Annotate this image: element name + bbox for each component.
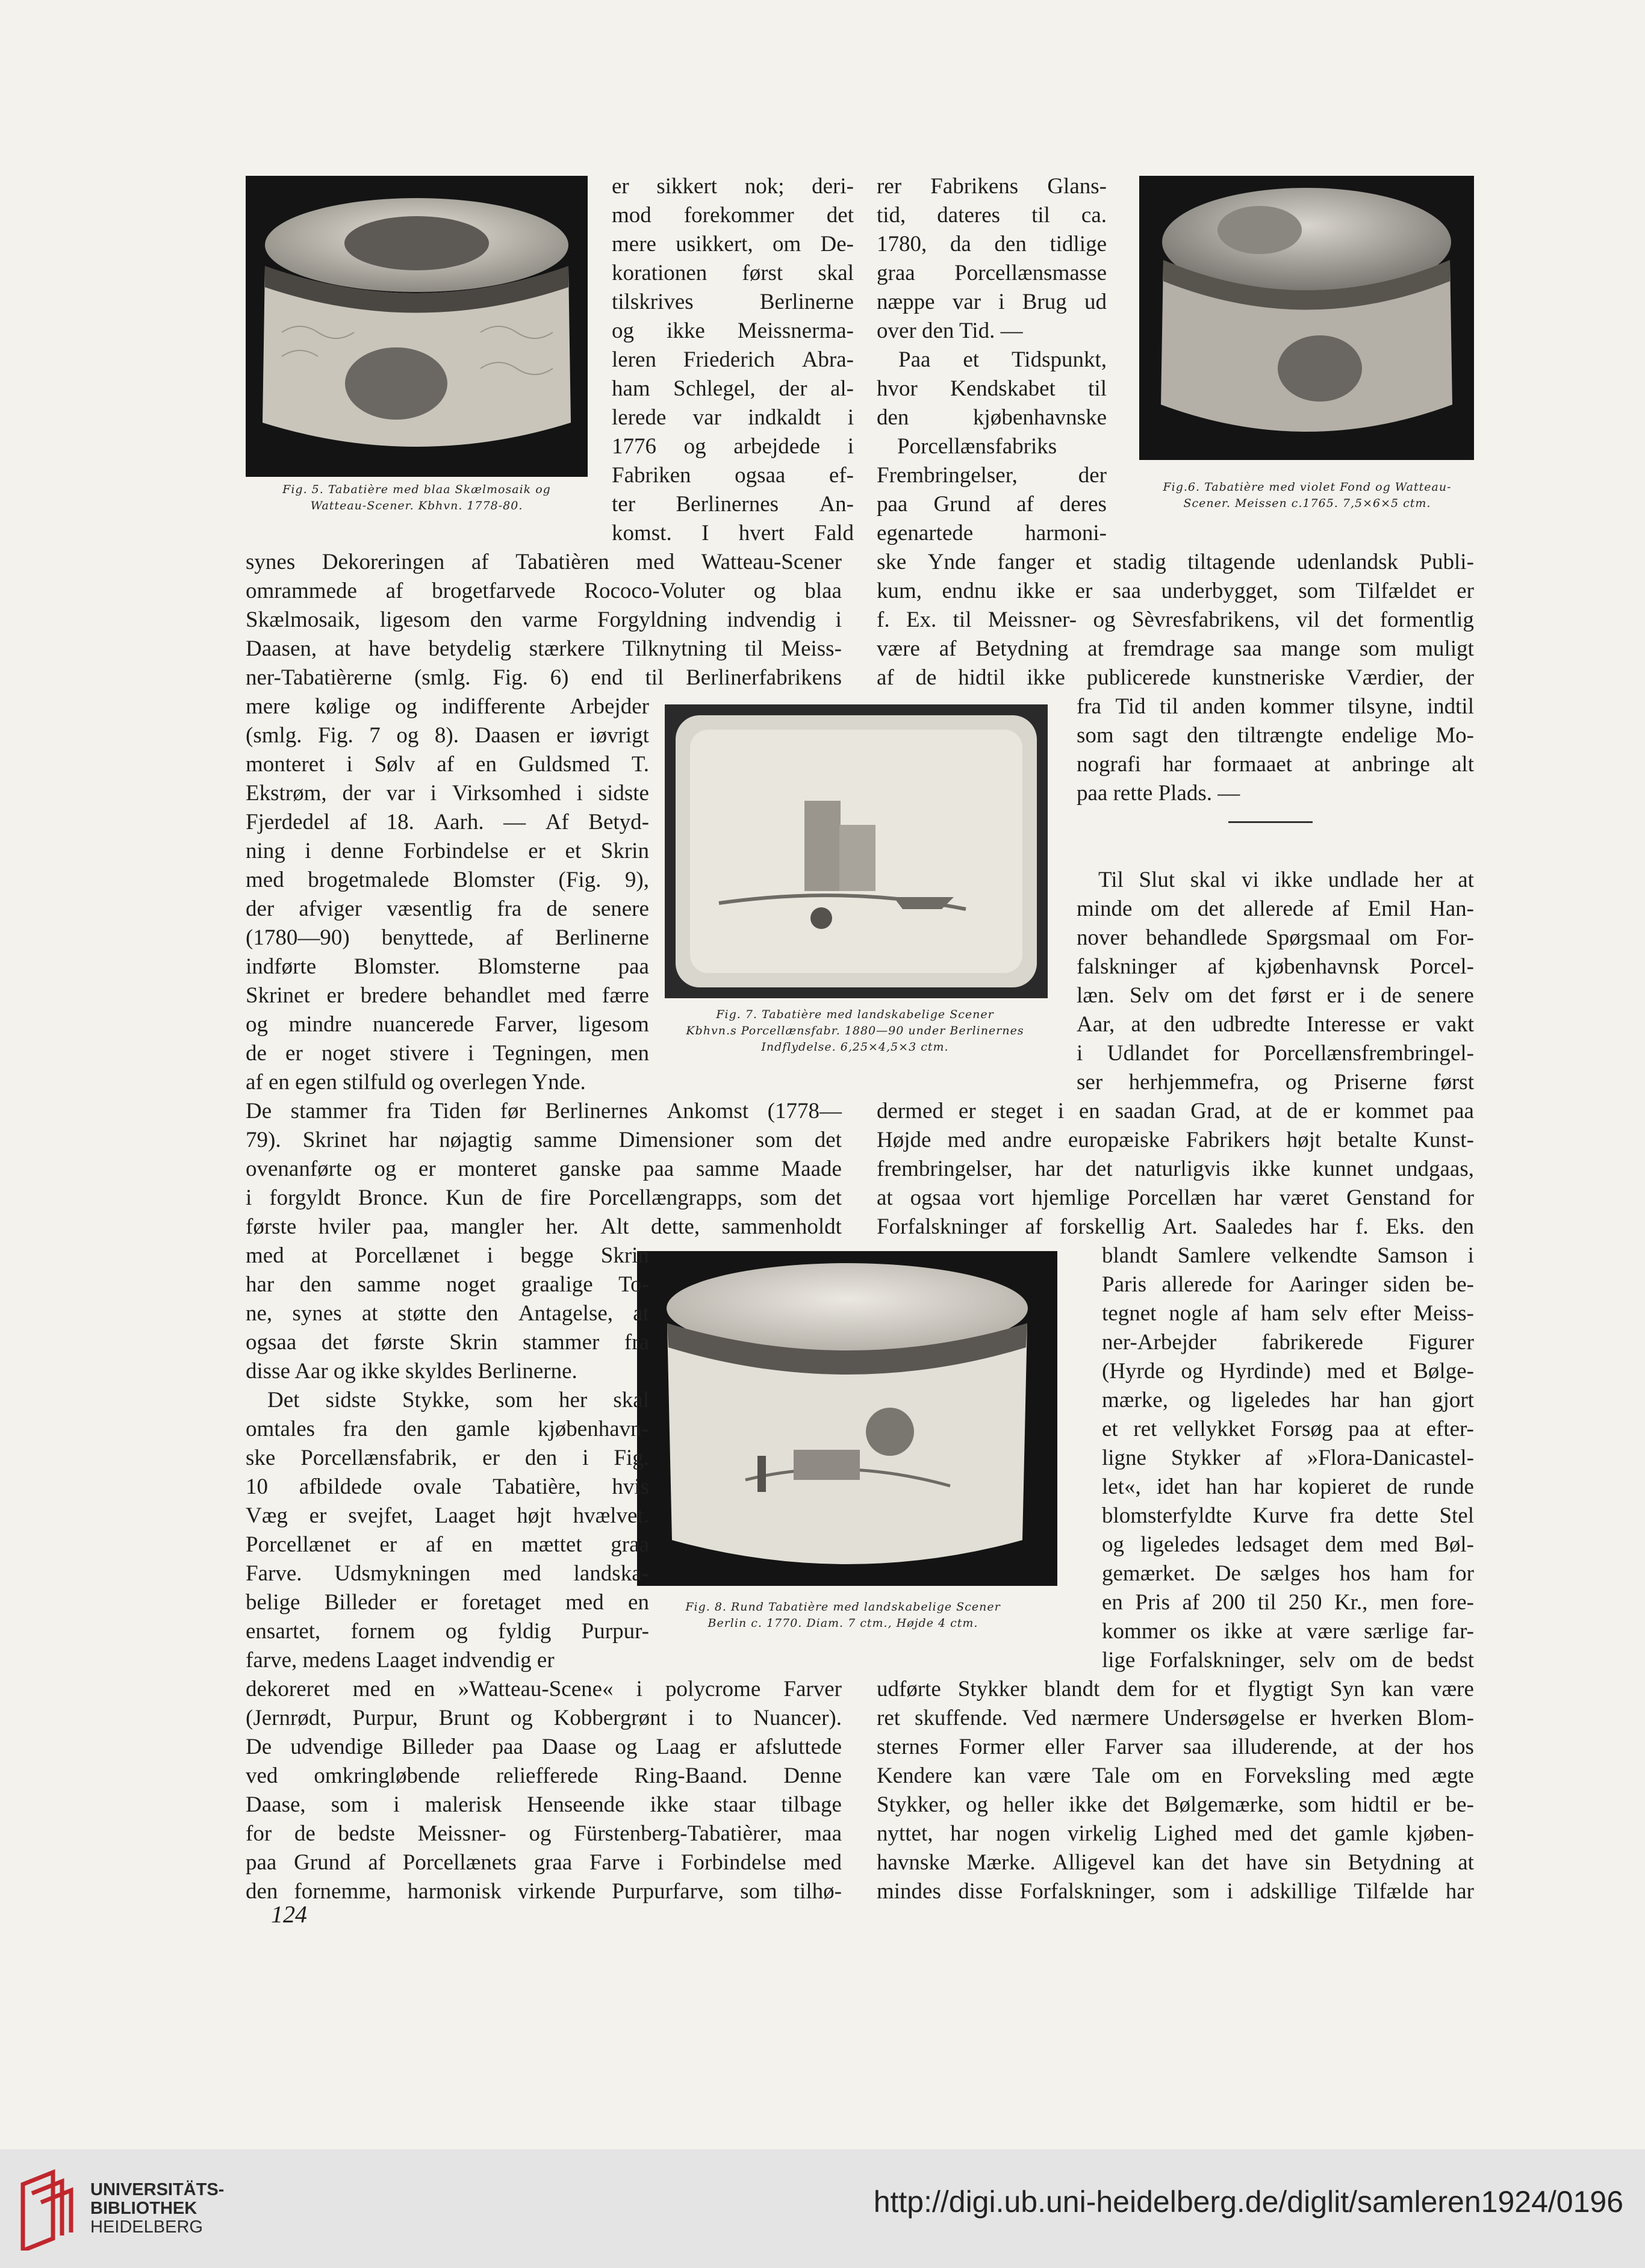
text-line: ved omkringløbende reliefferede Ring-Baand. Denne bbox=[246, 1763, 842, 1788]
text-line: ske Ynde fanger et stadig tiltagende udenlandsk Publi- bbox=[877, 550, 1474, 574]
text-line: graa Porcellænsmasse bbox=[877, 261, 1107, 285]
text-line: farve, medens Laaget indvendig er bbox=[246, 1648, 555, 1673]
snuffbox-violet-meissen-photo bbox=[1139, 176, 1474, 460]
text-line: Stykker, og heller ikke det Bølgemærke, som hidtil er be- bbox=[877, 1792, 1474, 1817]
text-line: ter Berlinernes An- bbox=[612, 492, 854, 517]
text-line: ogsaa det første Skrin stammer fra bbox=[246, 1330, 649, 1355]
footer-bar bbox=[0, 2149, 1645, 2268]
text-line: et ret vellykket Forsøg paa at efter- bbox=[1102, 1417, 1474, 1441]
text-line: Aar, at den udbredte Interesse er vakt bbox=[1077, 1012, 1474, 1037]
text-line: nover behandlede Spørgsmaal om For- bbox=[1077, 925, 1474, 950]
snuffbox-scale-mosaic-photo bbox=[246, 176, 588, 477]
text-line: let«, idet han har kopieret de runde bbox=[1102, 1474, 1474, 1499]
text-line: dermed er steget i en saadan Grad, at de er kommet paa bbox=[877, 1099, 1474, 1123]
text-line: rer Fabrikens Glans- bbox=[877, 174, 1107, 199]
text-line: med at Porcellænet i begge Skrin bbox=[246, 1243, 649, 1268]
text-line: ner-Tabatièrerne (smlg. Fig. 6) end til Berlinerfabrikens bbox=[246, 665, 842, 690]
text-line: De udvendige Billeder paa Daase og Laag er afsluttede bbox=[246, 1735, 842, 1759]
text-line: Skælmosaik, ligesom den varme Forgyldning indvendig i bbox=[246, 607, 842, 632]
text-line: den kjøbenhavnske bbox=[877, 405, 1107, 430]
text-line: tid, dateres til ca. bbox=[877, 203, 1107, 228]
text-line: første hviler paa, mangler her. Alt dette, sammenholdt bbox=[246, 1214, 842, 1239]
text-line: fra Tid til anden kommer tilsyne, indtil bbox=[1077, 694, 1474, 719]
text-line: nografi har formaaet at anbringe alt bbox=[1077, 752, 1474, 777]
text-line: monteret i Sølv af en Guldsmed T. bbox=[246, 752, 649, 777]
text-line: Frembringelser, der bbox=[877, 463, 1107, 488]
text-line: Væg er svejfet, Laaget højt hvælvet. bbox=[246, 1503, 649, 1528]
text-line: ner-Arbejder fabrikerede Figurer bbox=[1102, 1330, 1474, 1355]
figure-8-image bbox=[637, 1251, 1057, 1586]
text-line: falskninger af kjøbenhavnsk Porcel- bbox=[1077, 954, 1474, 979]
figure-8-caption bbox=[638, 1599, 1048, 1632]
text-line: ning i denne Forbindelse er et Skrin bbox=[246, 839, 649, 863]
text-line: 79). Skrinet har nøjagtig samme Dimensioner som det bbox=[246, 1128, 842, 1152]
text-line: Kendere kan være Tale om en Forveksling med ægte bbox=[877, 1763, 1474, 1788]
text-line: nyttet, har nogen virkelig Lighed med det gamle kjøben- bbox=[877, 1821, 1474, 1846]
text-line: og ligeledes ledsaget dem med Bøl- bbox=[1102, 1532, 1474, 1557]
text-line: Farve. Udsmykningen med landska- bbox=[246, 1561, 649, 1586]
text-line: belige Billeder er foretaget med en bbox=[246, 1590, 649, 1615]
text-line: blomsterfyldte Kurve fra dette Stel bbox=[1102, 1503, 1474, 1528]
figure-5-caption bbox=[236, 482, 597, 514]
text-line: ser herhjemmefra, og Priserne først bbox=[1077, 1070, 1474, 1095]
text-line: Til Slut skal vi ikke undlade her at bbox=[1098, 868, 1474, 892]
text-line: i Udlandet for Porcellænsfrembringel- bbox=[1077, 1041, 1474, 1066]
text-line: hvor Kendskabet til bbox=[877, 376, 1107, 401]
text-line: næppe var i Brug ud bbox=[877, 290, 1107, 314]
text-line: indførte Blomster. Blomsterne paa bbox=[246, 954, 649, 979]
text-line: og ikke Meissnerma- bbox=[612, 318, 854, 343]
text-line: af de hidtil ikke publicerede kunstneriske Værdier, der bbox=[877, 665, 1474, 690]
text-line: minde om det allerede af Emil Han- bbox=[1077, 896, 1474, 921]
text-line: mod forekommer det bbox=[612, 203, 854, 228]
text-line: og mindre nuancerede Farver, ligesom bbox=[246, 1012, 649, 1037]
page-number: 124 bbox=[271, 1901, 307, 1928]
university-library-logo-icon bbox=[17, 2166, 83, 2251]
institution-line: BIBLIOTHEK bbox=[90, 2199, 197, 2218]
text-line: kum, endnu ikke er saa underbygget, som Tilfældet er bbox=[877, 579, 1474, 603]
text-line: sternes Former eller Farver saa illuderende, at der hos bbox=[877, 1735, 1474, 1759]
text-line: paa rette Plads. — bbox=[1077, 781, 1240, 806]
text-line: omtales fra den gamle kjøbenhavn- bbox=[246, 1417, 649, 1441]
text-line: (smlg. Fig. 7 og 8). Daasen er iøvrigt bbox=[246, 723, 649, 748]
text-line: udførte Stykker blandt dem for et flygtigt Syn kan være bbox=[877, 1677, 1474, 1701]
text-line: være af Betydning at fremdrage saa mange som muligt bbox=[877, 636, 1474, 661]
text-line: har den samme noget graalige To- bbox=[246, 1272, 649, 1297]
text-line: komst. I hvert Fald bbox=[612, 521, 854, 545]
text-line: Paa et Tidspunkt, bbox=[898, 347, 1107, 372]
caption-text: Fig. 7. Tabatière med landskabelige Scener Kbhvn.s Porcellænsfabr. 1880—90 under Berlinernes Indflydelse. 6,25×4,5×3 ctm. bbox=[686, 1008, 1024, 1054]
text-line: Paris allerede for Aaringer siden be- bbox=[1102, 1272, 1474, 1297]
text-line: dekoreret med en »Watteau-Scene« i polycrome Farver bbox=[246, 1677, 842, 1701]
text-line: tilskrives Berlinerne bbox=[612, 290, 854, 314]
text-line: mere kølige og indifferente Arbejder bbox=[246, 694, 649, 719]
text-line: Ekstrøm, der var i Virksomhed i sidste bbox=[246, 781, 649, 806]
text-line: korationen først skal bbox=[612, 261, 854, 285]
text-line: mere usikkert, om De- bbox=[612, 232, 854, 256]
text-line: Daase, som i malerisk Henseende ikke staar tilbage bbox=[246, 1792, 842, 1817]
text-line: der afviger væsentlig fra de senere bbox=[246, 896, 649, 921]
text-line: synes Dekoreringen af Tabatièren med Watteau-Scener bbox=[246, 550, 842, 574]
caption-text: Fig.6. Tabatière med violet Fond og Watteau- Scener. Meissen c.1765. 7,5×6×5 ctm. bbox=[1163, 480, 1452, 510]
text-line: f. Ex. til Meissner- og Sèvresfabrikens, vil det formentlig bbox=[877, 607, 1474, 632]
text-line: havnske Mærke. Alligevel kan det have sin Betydning at bbox=[877, 1850, 1474, 1875]
text-line: (Hyrde og Hyrdinde) med et Bølge- bbox=[1102, 1359, 1474, 1384]
text-line: (1780—90) benyttede, af Berlinerne bbox=[246, 925, 649, 950]
text-line: læn. Selv om det først er i de senere bbox=[1077, 983, 1474, 1008]
text-line: blandt Samlere velkendte Samson i bbox=[1102, 1243, 1474, 1268]
text-line: paa Grund af Porcellænets graa Farve i Forbindelse med bbox=[246, 1850, 842, 1875]
source-url-link[interactable]: http://digi.ub.uni-heidelberg.de/diglit/samleren1924/0196 bbox=[873, 2185, 1623, 2219]
text-line: Skrinet er bredere behandlet med færre bbox=[246, 983, 649, 1008]
figure-6-image bbox=[1139, 176, 1474, 460]
text-line: Daasen, at have betydelig stærkere Tilknytning til Meiss- bbox=[246, 636, 842, 661]
text-line: over den Tid. — bbox=[877, 318, 1023, 343]
text-line: lerede var indkaldt i bbox=[612, 405, 854, 430]
text-line: Fabriken ogsaa ef- bbox=[612, 463, 854, 488]
text-line: 1776 og arbejdede i bbox=[612, 434, 854, 459]
text-line: som sagt den tiltrængte endelige Mo- bbox=[1077, 723, 1474, 748]
figure-6-caption bbox=[1124, 479, 1491, 512]
text-line: ret skuffende. Ved nærmere Undersøgelse er hverken Blom- bbox=[877, 1706, 1474, 1730]
text-line: Fjerdedel af 18. Aarh. — Af Betyd- bbox=[246, 810, 649, 834]
caption-text: Fig. 5. Tabatière med blaa Skælmosaik og Watteau-Scener. Kbhvn. 1778-80. bbox=[282, 483, 551, 512]
figure-7-caption bbox=[656, 1007, 1054, 1055]
text-line: omrammede af brogetfarvede Rococo-Voluter og blaa bbox=[246, 579, 842, 603]
text-line: egenartede harmoni- bbox=[877, 521, 1107, 545]
text-line: mindes disse Forfalskninger, som i adskillige Tilfælde har bbox=[877, 1879, 1474, 1904]
institution-line: HEIDELBERG bbox=[90, 2217, 203, 2237]
text-line: De stammer fra Tiden før Berlinernes Ankomst (1778— bbox=[246, 1099, 842, 1123]
text-line: gemærket. De sælges hos ham for bbox=[1102, 1561, 1474, 1586]
text-line: ligne Stykker af »Flora-Danicastel- bbox=[1102, 1446, 1474, 1470]
text-line: ham Schlegel, der al- bbox=[612, 376, 854, 401]
figure-5-image bbox=[246, 176, 588, 477]
text-line: en Pris af 200 til 250 Kr., men fore- bbox=[1102, 1590, 1474, 1615]
text-line: paa Grund af deres bbox=[877, 492, 1107, 517]
text-line: i forgyldt Bronce. Kun de fire Porcellængrapps, som det bbox=[246, 1185, 842, 1210]
text-line: lige Forfalskninger, selv om de bedst bbox=[1102, 1648, 1474, 1673]
text-line: ne, synes at støtte den Antagelse, at bbox=[246, 1301, 649, 1326]
text-line: ovenanførte og er monteret ganske paa samme Maade bbox=[246, 1157, 842, 1181]
text-line: Porcellænet er af en mættet graa bbox=[246, 1532, 649, 1557]
snuffbox-landscape-copenhagen-photo bbox=[665, 704, 1048, 998]
caption-text: Fig. 8. Rund Tabatière med landskabelige Scener Berlin c. 1770. Diam. 7 ctm., Højde 4 ctm. bbox=[685, 1600, 1001, 1630]
text-line: frembringelser, har det naturligvis ikke kunnet undgaas, bbox=[877, 1157, 1474, 1181]
text-line: kommer os ikke at være særlige far- bbox=[1102, 1619, 1474, 1644]
text-line: ensartet, fornem og fyldig Purpur- bbox=[246, 1619, 649, 1644]
text-line: de er noget stivere i Tegningen, men bbox=[246, 1041, 649, 1066]
text-line: tegnet nogle af ham selv efter Meiss- bbox=[1102, 1301, 1474, 1326]
text-line: Det sidste Stykke, som her skal bbox=[267, 1388, 649, 1412]
text-line: 10 afbildede ovale Tabatière, hvis bbox=[246, 1474, 649, 1499]
text-line: mærke, og ligeledes har han gjort bbox=[1102, 1388, 1474, 1412]
text-line: Porcellænsfabriks bbox=[897, 434, 1057, 459]
institution-line: UNIVERSITÄTS- bbox=[90, 2180, 225, 2199]
text-line: Højde med andre europæiske Fabrikers højt betalte Kunst- bbox=[877, 1128, 1474, 1152]
text-line: for de bedste Meissner- og Fürstenberg-Tabatièrer, maa bbox=[246, 1821, 842, 1846]
snuffbox-landscape-berlin-photo bbox=[637, 1251, 1057, 1586]
text-line: (Jernrødt, Purpur, Brunt og Kobbergrønt i to Nuancer). bbox=[246, 1706, 842, 1730]
text-line: med brogetmalede Blomster (Fig. 9), bbox=[246, 868, 649, 892]
figure-7-image bbox=[665, 704, 1048, 998]
text-line: er sikkert nok; deri- bbox=[612, 174, 854, 199]
text-line: Forfalskninger af forskellig Art. Saaledes har f. Eks. den bbox=[877, 1214, 1474, 1239]
text-line: leren Friederich Abra- bbox=[612, 347, 854, 372]
text-line: disse Aar og ikke skyldes Berlinerne. bbox=[246, 1359, 577, 1384]
text-line: 1780, da den tidlige bbox=[877, 232, 1107, 256]
institution-name bbox=[90, 2181, 224, 2237]
text-line: den fornemme, harmonisk virkende Purpurfarve, som tilhø- bbox=[246, 1879, 842, 1904]
text-line: af en egen stilfuld og overlegen Ynde. bbox=[246, 1070, 586, 1095]
text-line: at ogsaa vort hjemlige Porcellæn har været Genstand for bbox=[877, 1185, 1474, 1210]
text-line: ske Porcellænsfabrik, er den i Fig. bbox=[246, 1446, 649, 1470]
section-divider bbox=[1228, 821, 1313, 823]
